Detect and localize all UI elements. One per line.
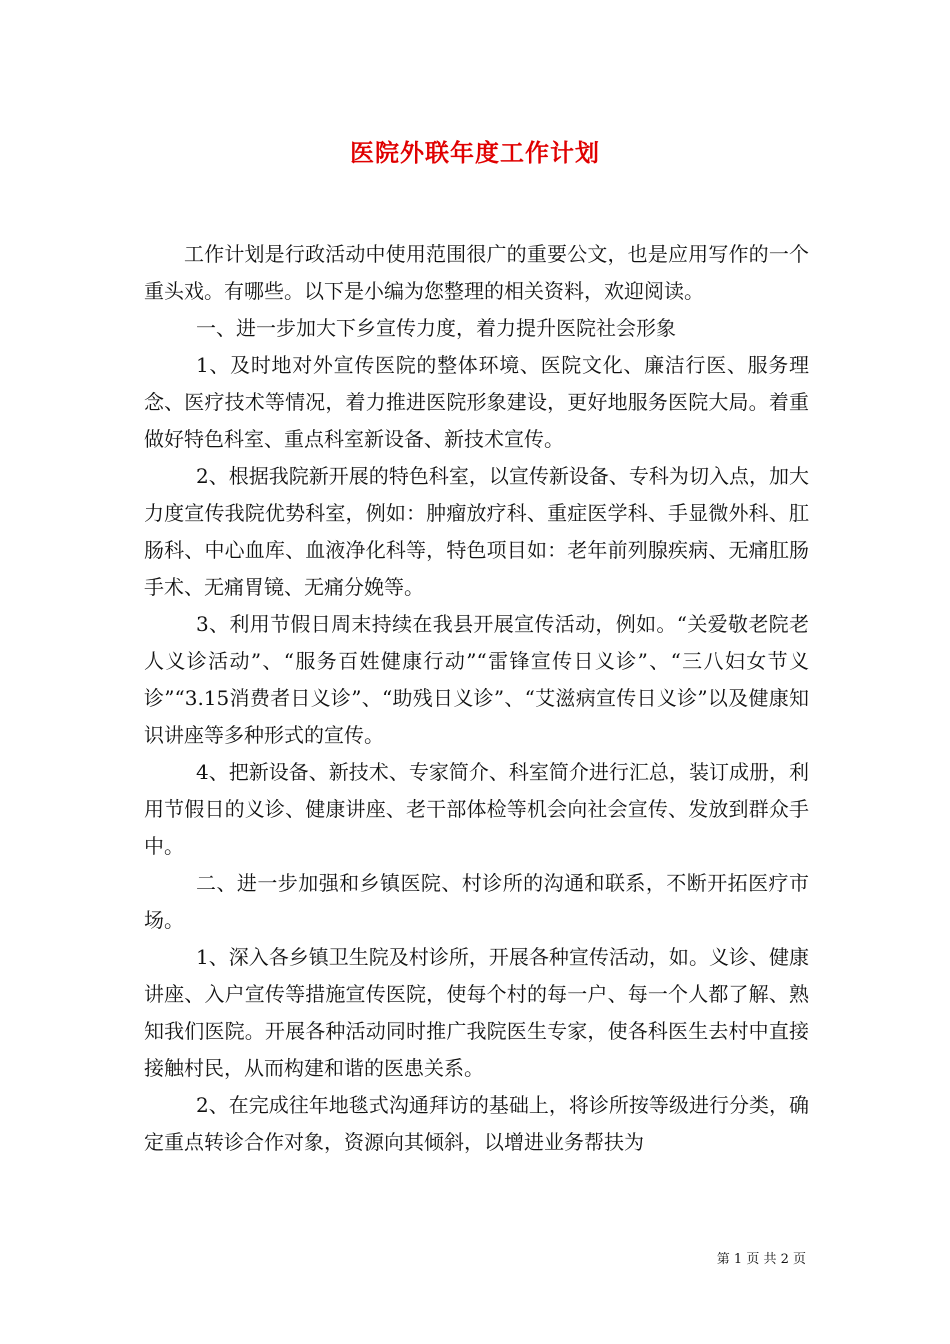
- list-item: 2、在完成往年地毯式沟通拜访的基础上，将诊所按等级进行分类，确定重点转诊合作对象，资源向其倾斜，以增进业务帮扶为: [144, 1093, 809, 1154]
- document-title: 医院外联年度工作计划: [350, 138, 600, 167]
- page-number: 第 1 页 共 2 页: [716, 1252, 806, 1267]
- section-heading-1: 一、进一步加大下乡宣传力度，着力提升医院社会形象: [196, 316, 676, 340]
- list-item: 4、把新设备、新技术、专家简介、科室简介进行汇总，装订成册，利用节假日的义诊、健康讲座、老干部体检等机会向社会宣传、发放到群众手中。: [144, 760, 809, 858]
- document-body: [144, 236, 809, 1161]
- list-item: 2、根据我院新开展的特色科室，以宣传新设备、专科为切入点，加大力度宣传我院优势科室，例如：肿瘤放疗科、重症医学科、手显微外科、肛肠科、中心血库、血液净化科等，特色项目如：老年前列腺疾病、无痛肛肠手术、无痛胃镜、无痛分娩等。: [144, 464, 809, 599]
- list-item: 1、深入各乡镇卫生院及村诊所，开展各种宣传活动，如。义诊、健康讲座、入户宣传等措施宣传医院，使每个村的每一户、每一个人都了解、熟知我们医院。开展各种活动同时推广我院医生专家，使各科医生去村中直接接触村民，从而构建和谐的医患关系。: [144, 945, 809, 1080]
- section-heading-2: 二、进一步加强和乡镇医院、村诊所的沟通和联系，不断开拓医疗市场。: [144, 871, 809, 932]
- intro-paragraph: 工作计划是行政活动中使用范围很广的重要公文，也是应用写作的一个重头戏。有哪些。以下是小编为您整理的相关资料，欢迎阅读。: [144, 242, 809, 303]
- list-item: 1、及时地对外宣传医院的整体环境、医院文化、廉洁行医、服务理念、医疗技术等情况，着力推进医院形象建设，更好地服务医院大局。着重做好特色科室、重点科室新设备、新技术宣传。: [144, 353, 809, 451]
- list-item: 3、利用节假日周末持续在我县开展宣传活动，例如。“关爱敬老院老人义诊活动”、“服务百姓健康行动”“雷锋宣传日义诊”、“三八妇女节义诊”“3.15消费者日义诊”、“助残日义诊”、“艾滋病宣传日义诊”以及健康知识讲座等多种形式的宣传。: [144, 612, 809, 747]
